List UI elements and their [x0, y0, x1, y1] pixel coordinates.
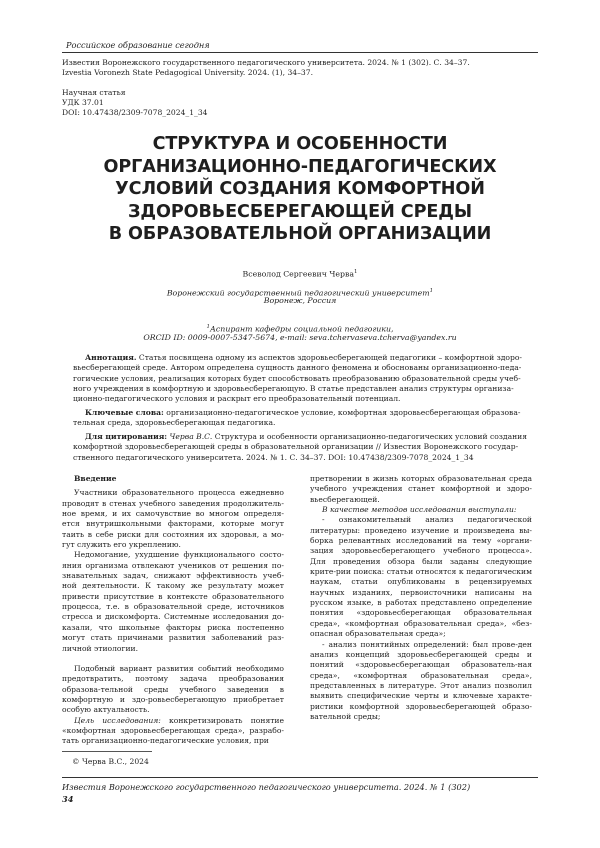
cite-as: [73, 432, 530, 463]
cite-line: комфортной здоровьесберегающей среды в образовательной организации // Известия Воронежского государ-: [73, 442, 519, 452]
author-sup: 1: [354, 269, 358, 275]
title-line: ЗДОРОВЬЕСБЕРЕГАЮЩЕЙ СРЕДЫ: [128, 201, 472, 222]
copyright-rule: [62, 751, 152, 752]
paragraph: Подобный вариант развития событий необходимо предотвратить, поэтому задача преобразования образова-тельной среды учебного заведения в комфортную и здо-ровьесберегающую приобретает особую актуальность.: [62, 663, 284, 715]
title-line: В ОБРАЗОВАТЕЛЬНОЙ ОРГАНИЗАЦИИ: [108, 224, 492, 244]
keywords-label: Ключевые слова:: [85, 408, 164, 417]
header-rule: [62, 52, 538, 53]
paragraph: - ознакомительный анализ педагогической литературы: проведено изучение и произведена вы-борка релевантных исследований на тему «органи-зация здоровьесберегающего учебного процесса». Для проведения обзора были заданы следующие крите-рии поиска: статьи относятся к педагогическим наукам, статьи опубликованы в рецензируемых научных изданиях, первоисточники написаны на русском языке, в работах представлено определение понятия «здоровьесберегающая образовательная среда», «комфортная образовательная среда», «без-опасная образовательная среда»;: [310, 515, 532, 639]
cite-label: Для цитирования:: [85, 432, 168, 441]
right-column: [310, 474, 532, 722]
footer-journal: Известия Воронежского государственного педагогического университета. 2024. № 1 (302): [62, 782, 471, 792]
article-title: [40, 133, 560, 246]
cite-author: Черва В.С.: [169, 432, 213, 441]
journal-section-header: Российское образование сегодня: [66, 40, 210, 50]
abstract-line: ционно-педагогического условия и раскрыт его преобразовательный потенциал.: [73, 394, 401, 404]
left-column: [62, 474, 284, 747]
methods-heading: В качестве методов исследования выступали:: [322, 505, 517, 515]
cite-line: ственного педагогического университета. 2024. № 1. С. 34–37. DOI: 10.47438/2309-7078_2024_1_34: [73, 452, 474, 462]
udk: УДК 37.01: [62, 98, 104, 107]
copyright: © Черва В.С., 2024: [72, 757, 149, 766]
cite-line: Для цитирования: Черва В.С. Структура и особенности организационно-педагогических условий создания: [85, 432, 528, 441]
keywords: [73, 408, 530, 429]
citation-en: Izvestia Voronezh State Pedagogical University. 2024. (1), 34–37.: [62, 68, 313, 77]
doi: DOI: 10.47438/2309-7078_2024_1_34: [62, 108, 208, 117]
author-info-sup: 1: [206, 324, 211, 330]
title-line: СТРУКТУРА И ОСОБЕННОСТИ: [152, 134, 448, 154]
paragraph: претворении в жизнь которых образовательная среда учебного учреждения станет комфортной и здоро-вьесберегающей.: [310, 474, 532, 504]
abstract-line: ного учреждения в комфортную и здоровьесберегающую. В статье представлен анализ структуры организа-: [73, 384, 514, 394]
author-info: $^1$Аспирант кафедры социальной педагогики,: [206, 324, 394, 334]
paragraph: Участники образовательного процесса ежедневно проводят в стенах учебного заведения продолжитель-ное время, и их самочувствие во многом определя-ется внутришкольными факторами, которые могут таить в себе риски для состояния их здоровья, а мо-гут служить его укреплению.: [62, 488, 284, 550]
orcid-email: ORCID ID: 0009-0007-5347-5674, e-mail: seva.tchervaseva.tcherva@yandex.ru: [143, 333, 457, 342]
title-line: ОРГАНИЗАЦИОННО-ПЕДАГОГИЧЕСКИХ: [103, 156, 497, 177]
abstract-line: вьесберегающей среде. Автором определена сущность данного феномена и обоснованы организационно-педа-: [73, 363, 522, 373]
goal-label: Цель исследования:: [74, 715, 161, 725]
abstract-label: Аннотация.: [85, 353, 137, 362]
title-line: УСЛОВИЙ СОЗДАНИЯ КОМФОРТНОЙ: [115, 179, 485, 199]
city: Воронеж, Россия: [263, 296, 337, 305]
citation-ru: Известия Воронежского государственного педагогического университета. 2024. № 1 (302). С. 34–37.: [62, 58, 470, 67]
abstract: [73, 353, 530, 405]
abstract-line: Аннотация. Статья посвящена одному из аспектов здоровьесберегающей педагогики – комфортной здоро-: [85, 353, 522, 362]
page-number: 34: [62, 794, 74, 804]
paragraph: Цель исследования: конкретизировать понятие «комфортная здоровьесберегающая среда», разрабо-тать организационно-педагогические условия, при: [62, 715, 284, 746]
intro-heading: Введение: [74, 474, 117, 483]
affiliation: Воронежский государственный педагогический университет$^1$: [166, 288, 434, 298]
paragraph: - анализ понятийных определений: был прове-ден анализ концепций здоровьесберегающей среды и понятий «здоровьесберегающая образователь-ная среда», «комфортная образовательная среда», представленных в литературе. Этот анализ позволил выявить специфические черты и ключевые характе-ристики комфортной здоровьесберегающей образо-вательной среды;: [310, 639, 532, 721]
paragraph: Недомогание, ухудшение функционального состо-яния организма отвлекают учеников от решения по-знавательных задач, снижают эффективность учеб-ной деятельности. К такому же результату может привести присутствие в контексте образовательного процесса, т.е. в образовательной среде, источников стресса и дискомфорта. Системные исследования до-казали, что школьные факторы риска постепенно могут стать причинами развития заболеваний раз-личной этиологии.: [62, 550, 284, 653]
abstract-line: гогические условия, реализация которых будет способствовать преобразованию образовательной среды учеб-: [73, 373, 521, 383]
article-type: Научная статья: [62, 88, 126, 97]
keywords-line: тельная среда, здоровьесберегающая педагогика.: [73, 418, 276, 428]
keywords-line: Ключевые слова: организационно-педагогическое условие, комфортная здоровьесберегающая образова-: [85, 408, 521, 417]
affiliation-sup: 1: [429, 288, 434, 294]
author-name: Всеволод Сергеевич Черва$^1$: [242, 269, 358, 279]
footer-rule: [62, 777, 538, 778]
